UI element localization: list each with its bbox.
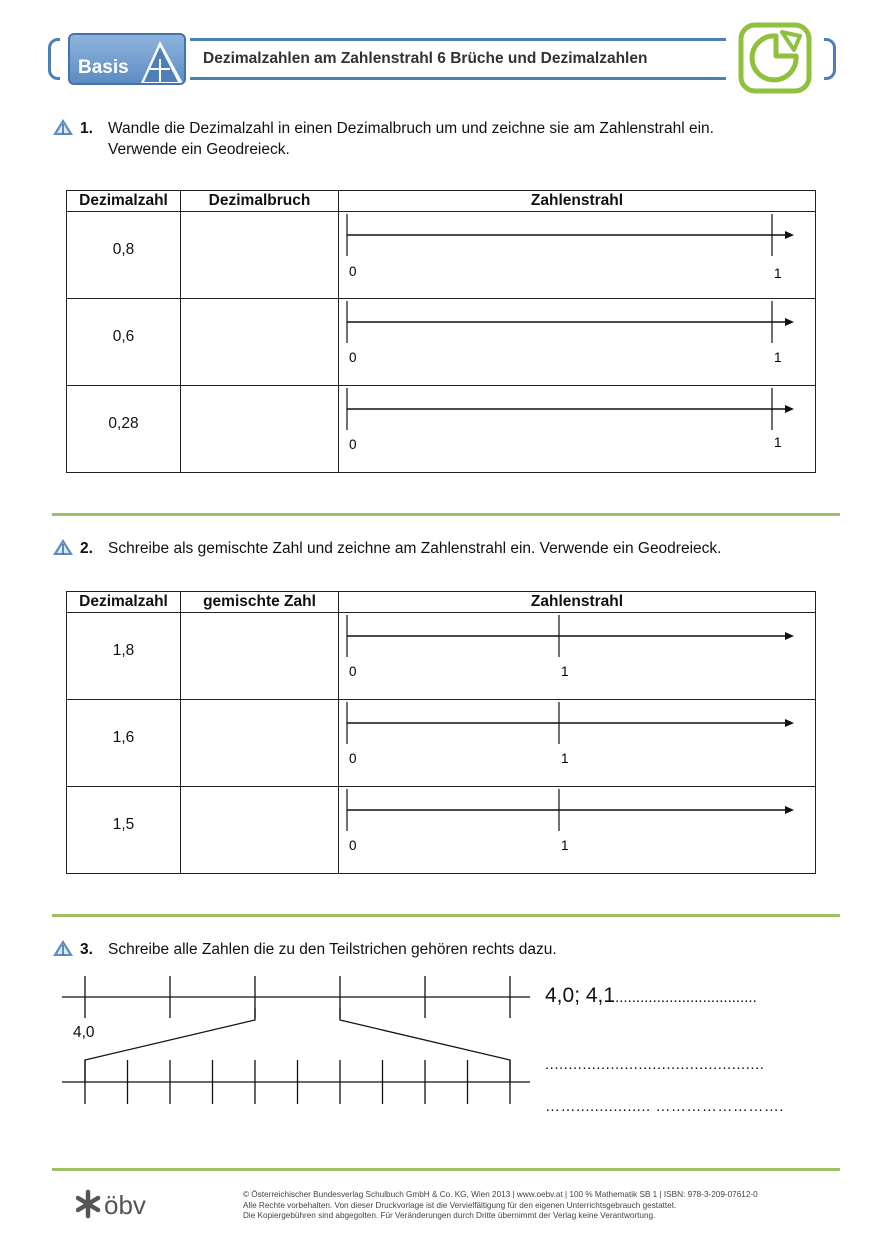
task2-row3-label-0: 0 bbox=[349, 838, 357, 853]
task2-row2-answer-cell[interactable] bbox=[181, 700, 339, 787]
task2-row1-answer-cell[interactable] bbox=[181, 613, 339, 700]
task1-header-zahlenstrahl: Zahlenstrahl bbox=[339, 191, 816, 212]
task1-row3-label-1: 1 bbox=[774, 435, 782, 450]
basis-badge bbox=[68, 33, 186, 85]
task2-table bbox=[66, 591, 816, 874]
pie-chart-logo-icon bbox=[738, 22, 814, 96]
task3-answer-line3[interactable]: ……................ ……………………. bbox=[545, 1098, 785, 1115]
task2-row2-number-line bbox=[339, 700, 816, 787]
task2-row3-value: 1,5 bbox=[67, 787, 181, 874]
obv-logo bbox=[76, 1188, 158, 1220]
task2-row1-number-line bbox=[339, 613, 816, 700]
level-triangle-icon bbox=[52, 538, 74, 556]
task1-header-dezimalbruch: Dezimalbruch bbox=[181, 191, 339, 212]
task2-row2-label-1: 1 bbox=[561, 751, 569, 766]
task1-row2-number-line bbox=[339, 299, 816, 386]
task2-row2-value: 1,6 bbox=[67, 700, 181, 787]
task2-header-dezimalzahl: Dezimalzahl bbox=[67, 592, 181, 613]
task1-row3-answer-cell[interactable] bbox=[181, 386, 339, 473]
task3-answer-line2[interactable]: ............................................... bbox=[545, 1056, 765, 1073]
obv-brand-text: öbv bbox=[104, 1190, 146, 1220]
task2-header-gemischte-zahl: gemischte Zahl bbox=[181, 592, 339, 613]
copyright-line3: Die Kopiergebühren sind abgegolten. Für Veränderungen durch Dritte übernimmt der Verlag keine Verantwortung. bbox=[243, 1211, 656, 1220]
task1-line1: Wandle die Dezimalzahl in einen Dezimalbruch um und zeichne sie am Zahlenstrahl ein. bbox=[108, 120, 714, 137]
task2-row3-label-1: 1 bbox=[561, 838, 569, 853]
copyright-line1: © Österreichischer Bundesverlag Schulbuch GmbH & Co. KG, Wien 2013 | www.oebv.at | 100 % Mathematik SB 1 | ISBN: 978-3-209-07612-0 bbox=[243, 1190, 758, 1199]
task1-row3-value: 0,28 bbox=[67, 386, 181, 473]
page-title: Dezimalzahlen am Zahlenstrahl 6 Brüche und Dezimalzahlen bbox=[203, 50, 648, 67]
level-triangle-icon bbox=[52, 939, 74, 957]
task1-row2-label-1: 1 bbox=[774, 350, 782, 365]
task1-line2: Verwende ein Geodreieck. bbox=[108, 141, 290, 158]
task1-row2-label-0: 0 bbox=[349, 350, 357, 365]
task1-table bbox=[66, 190, 816, 473]
task3-start-label: 4,0 bbox=[73, 1024, 95, 1041]
task3-answer-line1[interactable] bbox=[545, 984, 757, 1008]
separator bbox=[52, 513, 840, 516]
task2-header-zahlenstrahl: Zahlenstrahl bbox=[339, 592, 816, 613]
task2-row3-answer-cell[interactable] bbox=[181, 787, 339, 874]
task3-line1: Schreibe alle Zahlen die zu den Teilstrichen gehören rechts dazu. bbox=[108, 941, 557, 958]
task1-row3-label-0: 0 bbox=[349, 437, 357, 452]
task2-row1-label-1: 1 bbox=[561, 664, 569, 679]
task1-row2-value: 0,6 bbox=[67, 299, 181, 386]
task1-number: 1. bbox=[80, 120, 93, 137]
task2-row1-label-0: 0 bbox=[349, 664, 357, 679]
copyright-notice bbox=[243, 1190, 758, 1222]
task1-row1-number-line bbox=[339, 212, 816, 299]
task1-row2-answer-cell[interactable] bbox=[181, 299, 339, 386]
task1-row1-value: 0,8 bbox=[67, 212, 181, 299]
separator bbox=[52, 1168, 840, 1171]
task1-row1-answer-cell[interactable] bbox=[181, 212, 339, 299]
task2-line1: Schreibe als gemischte Zahl und zeichne am Zahlenstrahl ein. Verwende ein Geodreieck. bbox=[108, 540, 722, 557]
copyright-line2: Alle Rechte vorbehalten. Von dieser Druckvorlage ist die Vervielfältigung für den eigenen Unterrichtsgebrauch gestattet. bbox=[243, 1200, 677, 1210]
task1-row3-number-line bbox=[339, 386, 816, 473]
task3-answer-dots: .................................. bbox=[615, 989, 757, 1006]
separator bbox=[52, 914, 840, 917]
task2-number: 2. bbox=[80, 540, 93, 557]
task2-row3-number-line bbox=[339, 787, 816, 874]
task3-number: 3. bbox=[80, 941, 93, 958]
task2-row1-value: 1,8 bbox=[67, 613, 181, 700]
basis-badge-label: Basis bbox=[78, 57, 129, 78]
level-triangle-icon bbox=[52, 118, 74, 136]
task1-header-dezimalzahl: Dezimalzahl bbox=[67, 191, 181, 212]
task2-row2-label-0: 0 bbox=[349, 751, 357, 766]
task1-row1-label-0: 0 bbox=[349, 264, 357, 279]
obv-star-icon bbox=[78, 1192, 98, 1216]
task1-row1-label-1: 1 bbox=[774, 266, 782, 281]
task3-given-answer: 4,0; 4,1 bbox=[545, 984, 616, 1007]
